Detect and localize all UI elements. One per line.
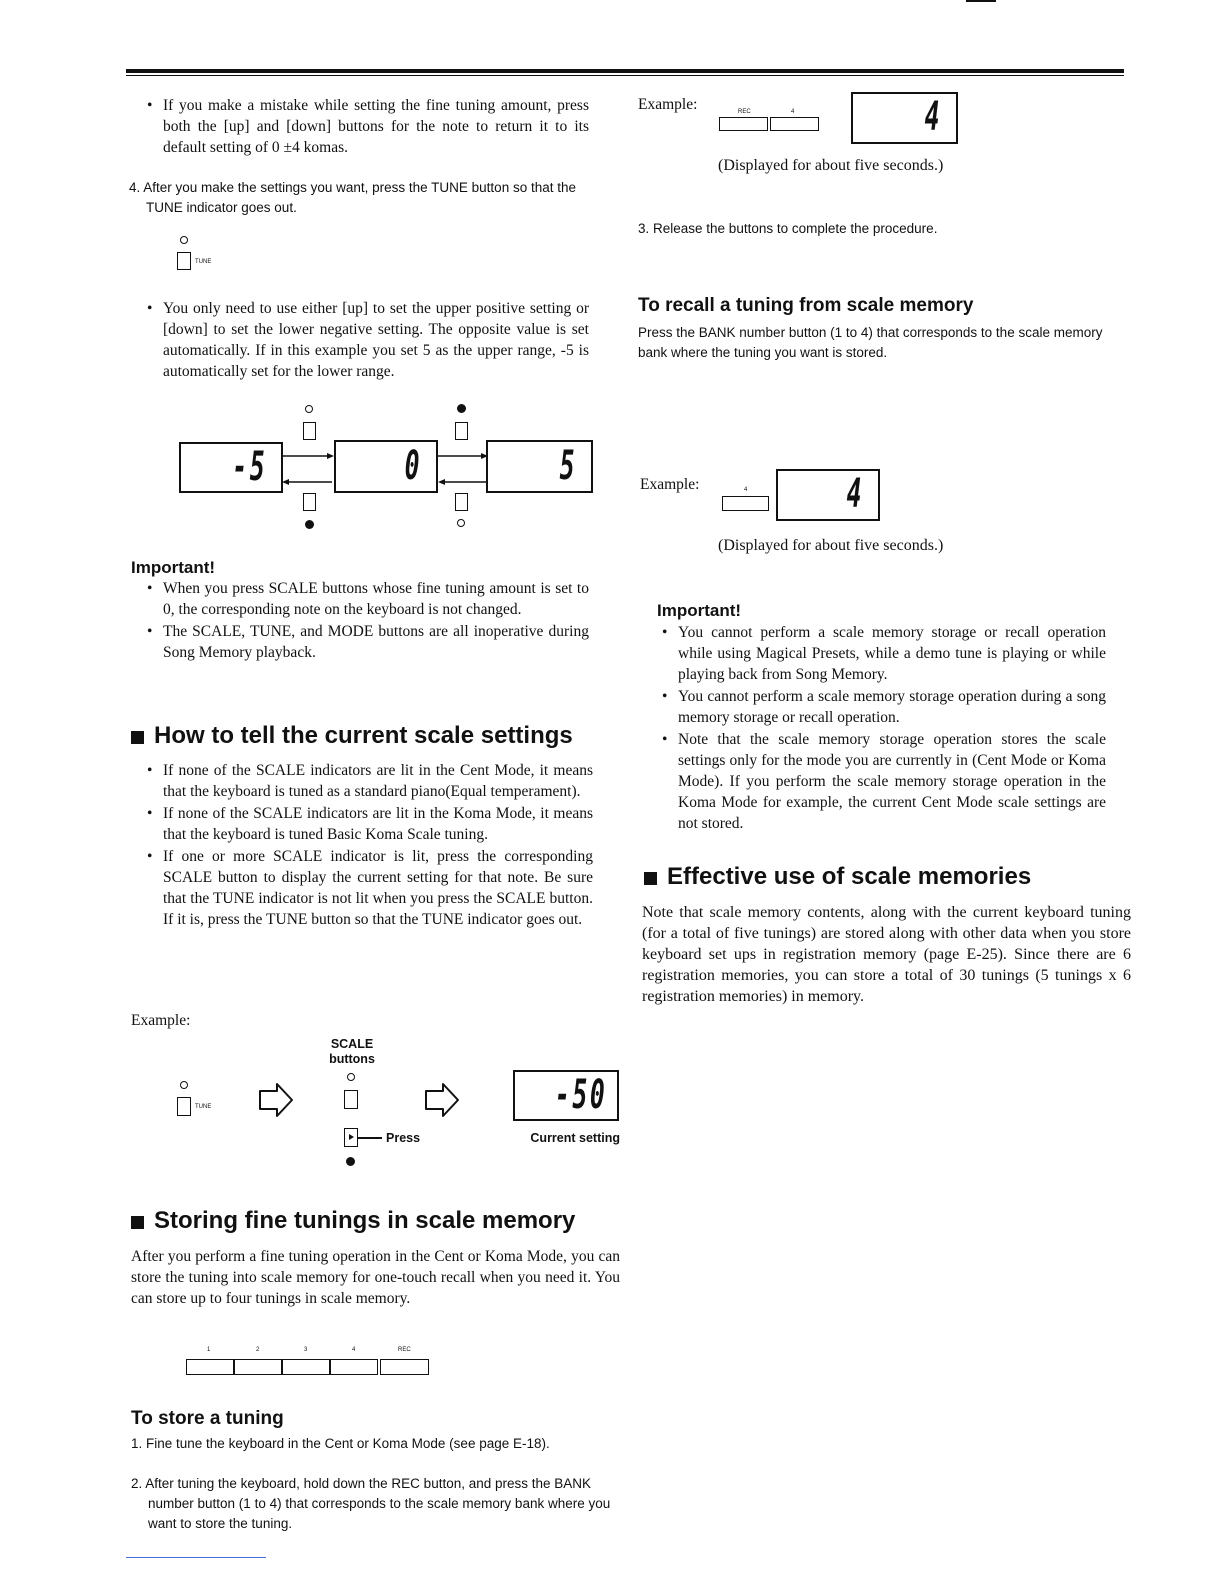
store-heading: To store a tuning	[131, 1408, 284, 1429]
scale-led-off	[347, 1073, 355, 1081]
effective-heading-text: Effective use of scale memories	[667, 863, 1032, 890]
important-item-right-3: • Note that the scale memory storage operation stores the scale settings only for the mode you are currently in (Cent Mode or Koma Mode). If you perform the scale memory storage operation in the Koma Mode for example, the current Cent Mode scale settings are not stored.	[646, 729, 1106, 834]
lcd-recall-example	[776, 469, 880, 521]
important-item-left-1: • When you press SCALE buttons whose fine tuning amount is set to 0, the corresponding note on the keyboard is not changed.	[131, 578, 589, 620]
storing-paragraph: After you perform a fine tuning operation in the Cent or Koma Mode, you can store the tuning into scale memory for one-touch recall when you need it. You can store up to four tunings in scale memory.	[131, 1248, 620, 1307]
bank-button-1	[186, 1359, 234, 1375]
pressed-mark	[349, 1134, 354, 1140]
press-label: Press	[386, 1131, 421, 1145]
up-button-left	[303, 422, 316, 440]
down-button-left	[303, 493, 316, 511]
down-button-right	[455, 493, 468, 511]
bank-label-2: 2	[256, 1347, 260, 1353]
up-led-on	[457, 404, 466, 413]
example-label-right-2: Example:	[640, 476, 700, 493]
bank4-key-2	[722, 496, 769, 511]
tune-button	[177, 252, 191, 270]
important-heading-right: Important!	[657, 601, 742, 620]
important-item-left-2: • The SCALE, TUNE, and MODE buttons are all inoperative during Song Memory playback.	[131, 621, 589, 663]
lcd-positive-value: 5	[559, 442, 577, 489]
lcd-store-value: 4	[924, 94, 942, 141]
rec-label: REC	[738, 109, 751, 115]
heading-square-icon	[131, 731, 144, 744]
storing-heading-text: Storing fine tunings in scale memory	[154, 1207, 576, 1234]
important-list-right	[646, 622, 1106, 835]
corner-mark	[966, 0, 996, 2]
example-label-right: Example:	[638, 96, 698, 113]
mistake-bullet-list	[131, 95, 589, 159]
scale-buttons-label: SCALE buttons	[329, 1037, 375, 1066]
scale-led-on	[346, 1157, 355, 1166]
bank-button-2	[234, 1359, 282, 1375]
lcd-zero-value: 0	[404, 442, 422, 489]
store-step-2: 2. After tuning the keyboard, hold down the REC button, and press the BANK number button (1 to 4) that corresponds to the scale memory bank where you want to store the tuning.	[131, 1476, 611, 1531]
press-leader-line	[358, 1137, 382, 1139]
top-rule	[126, 69, 1124, 73]
lcd-negative	[179, 442, 283, 493]
displayed-note-1: (Displayed for about five seconds.)	[718, 157, 944, 174]
important-item-right-2: • You cannot perform a scale memory storage operation during a song memory storage or recall operation.	[646, 686, 1106, 728]
range-arrows	[270, 440, 500, 490]
storing-heading	[131, 1207, 575, 1235]
current-settings-heading-text: How to tell the current scale settings	[154, 722, 573, 749]
recall-heading: To recall a tuning from scale memory	[638, 295, 974, 316]
step-4: 4. After you make the settings you want, press the TUNE button so that the TUNE indicator goes out.	[129, 180, 576, 215]
four-label: 4	[791, 109, 795, 115]
store-step-1: 1. Fine tune the keyboard in the Cent or Koma Mode (see page E-18).	[131, 1436, 550, 1451]
arrow-right-icon	[258, 1082, 294, 1118]
top-rule-thin	[126, 75, 1124, 76]
recall-paragraph: Press the BANK number button (1 to 4) that corresponds to the scale memory bank where the tuning you want is stored.	[638, 325, 1103, 360]
important-item-right-1: • You cannot perform a scale memory storage or recall operation while using Magical Presets, while a demo tune is playing or while playing back from Song Memory.	[646, 622, 1106, 685]
bank-button-3	[282, 1359, 330, 1375]
current-item-1: • If none of the SCALE indicators are lit in the Cent Mode, it means that the keyboard is tuned as a standard piano(Equal temperament).	[131, 760, 593, 802]
bank-button-4	[330, 1359, 378, 1375]
current-item-3: • If one or more SCALE indicator is lit, press the corresponding SCALE button to display the current setting for that note. Be sure that the TUNE indicator is not lit when you press the SCALE button. If it is, press the TUNE button so that the TUNE indicator goes out.	[131, 846, 593, 930]
important-list-left	[131, 578, 589, 664]
updown-bullet-list	[131, 298, 589, 383]
lcd-current-setting	[513, 1070, 619, 1121]
current-setting-label: Current setting	[530, 1131, 620, 1145]
tune-label: TUNE	[195, 259, 212, 265]
lcd-recall-value: 4	[846, 471, 864, 518]
bank4-key	[770, 117, 819, 131]
current-settings-heading	[131, 722, 573, 750]
bottom-rule	[126, 1557, 266, 1558]
lcd-positive	[486, 440, 593, 493]
scale-button-upper	[344, 1090, 358, 1109]
mistake-bullet: • If you make a mistake while setting the fine tuning amount, press both the [up] and [down] buttons for the note to return it to its default setting of 0 ±4 komas.	[131, 95, 589, 158]
lcd-store-example	[851, 92, 958, 144]
heading-square-icon-3	[644, 872, 657, 885]
lcd-negative-value: -5	[232, 443, 267, 490]
bank-label-1: 1	[207, 1347, 211, 1353]
bank-label-rec: REC	[398, 1347, 411, 1353]
lcd-current-value: -50	[554, 1071, 607, 1118]
bank-label-3: 3	[304, 1347, 308, 1353]
down-led-on	[305, 520, 314, 529]
heading-square-icon-2	[131, 1216, 144, 1229]
rec-button	[380, 1359, 429, 1375]
up-led-off	[305, 405, 313, 413]
example-label-left: Example:	[131, 1012, 191, 1029]
arrow-right-icon-2	[424, 1082, 460, 1118]
effective-heading	[644, 863, 1031, 891]
important-heading-left: Important!	[131, 558, 216, 577]
tune-led-off	[180, 236, 188, 244]
up-button-right	[455, 422, 468, 440]
rec-key	[719, 117, 768, 131]
step-3: 3. Release the buttons to complete the procedure.	[638, 221, 938, 236]
down-led-off	[457, 519, 465, 527]
four-label-2: 4	[744, 487, 748, 493]
tune-label-2: TUNE	[195, 1104, 212, 1110]
tune-led-off-2	[180, 1081, 188, 1089]
displayed-note-2: (Displayed for about five seconds.)	[718, 537, 944, 554]
effective-paragraph: Note that scale memory contents, along with the current keyboard tuning (for a total of five tunings) are stored along with other data when you store keyboard set ups in registration memory (page E-25). Since there are 6 registration memories, you can store a total of 30 tunings (5 tunings x 6 registration memories) in memory.	[642, 904, 1131, 1005]
tune-button-2	[177, 1097, 191, 1116]
updown-bullet: • You only need to use either [up] to set the upper positive setting or [down] to set the lower negative setting. The opposite value is set automatically. If in this example you set 5 as the upper range, -5 is automatically set for the lower range.	[131, 298, 589, 382]
current-settings-list	[131, 760, 593, 931]
bank-label-4: 4	[352, 1347, 356, 1353]
current-item-2: • If none of the SCALE indicators are lit in the Koma Mode, it means that the keyboard is tuned Basic Koma Scale tuning.	[131, 803, 593, 845]
